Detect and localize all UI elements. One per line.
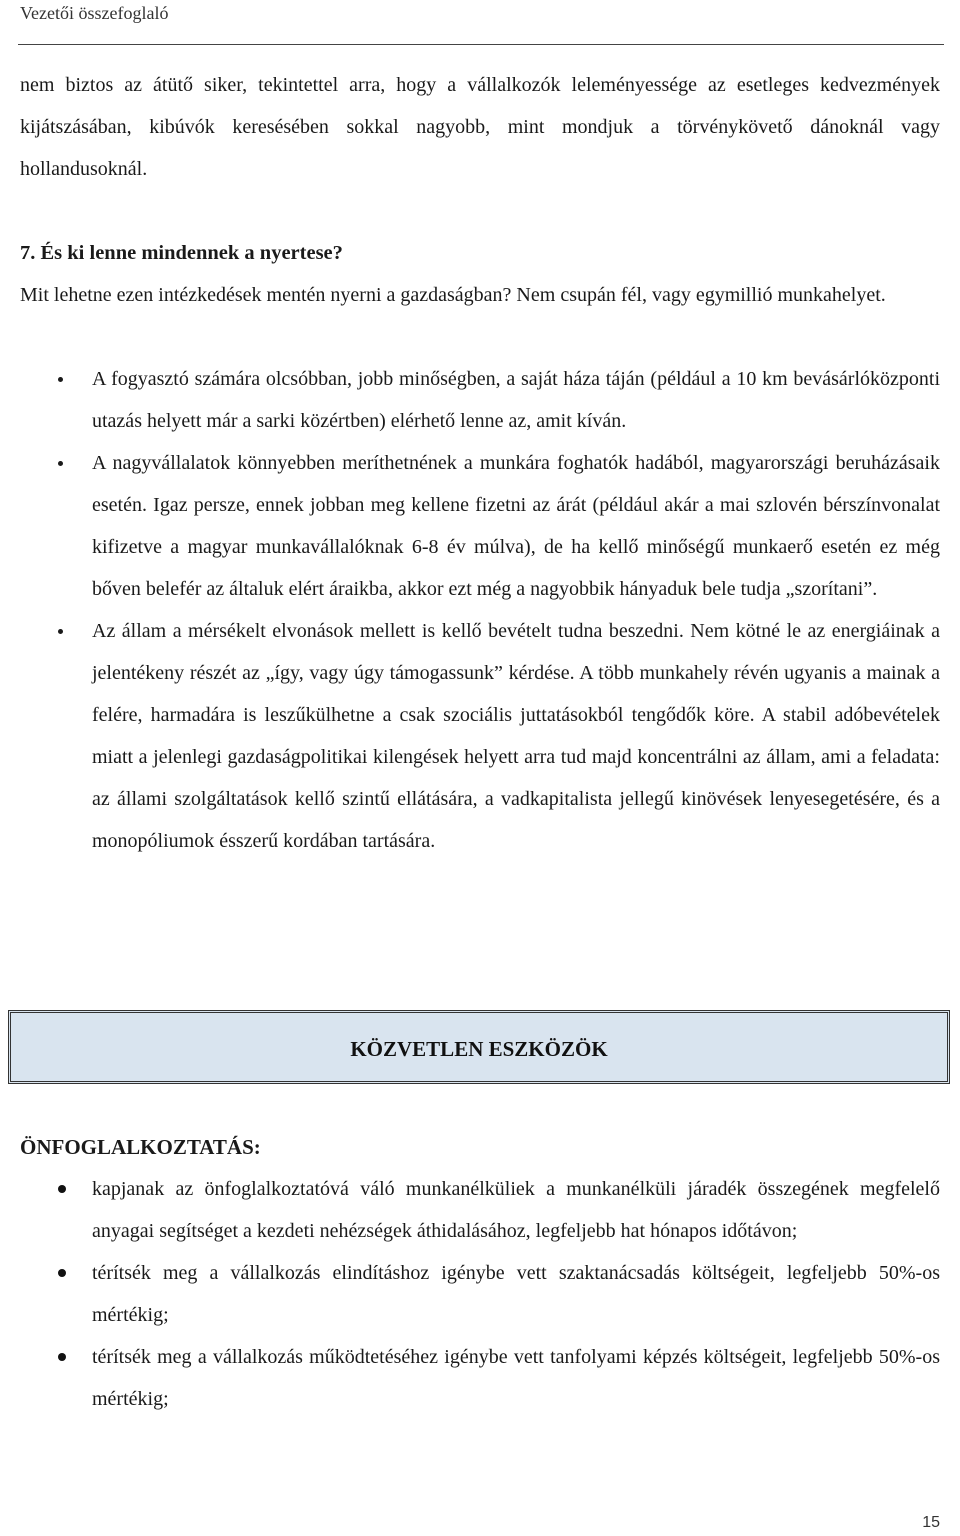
list-item-text: Az állam a mérsékelt elvonások mellett is kellő bevételt tudna beszedni. Nem kötné le az energiáinak a jelentékeny részét az „így, vagy úgy támogassunk” kérdése. A több munkahely révén ugyanis a mainak a felére, harmadára is leszűkülhetne a csak szociális juttatásokból tengődők köre. A stabil adóbevételek miatt a jelenlegi gazdaságpolitikai kilengések helyett arra tud majd koncentrálni az állam, ami a feladata: az állami szolgáltatások kellő szintű ellátására, a vadkapitalista jellegű kinövések lenyesegetésére, és a monopóliumok ésszerű kordában tartására. xyxy=(92,620,940,852)
bullet-icon xyxy=(58,1269,66,1277)
bullet-icon xyxy=(58,377,63,382)
list-item xyxy=(92,1168,940,1252)
bullet-icon xyxy=(58,1353,66,1361)
onfoglalkoztatas-bullet-list xyxy=(92,1168,940,1420)
list-item-text: kapjanak az önfoglalkoztatóvá váló munkanélküliek a munkanélküli járadék összegének megfelelő anyagai segítséget a kezdeti nehézségek áthidalásához, legfeljebb hat hónapos időtávon; xyxy=(92,1178,940,1242)
list-item xyxy=(92,442,940,610)
list-item xyxy=(92,610,940,862)
list-item xyxy=(92,1252,940,1336)
list-item-text: térítsék meg a vállalkozás működtetéséhez igénybe vett tanfolyami képzés költségeit, legfeljebb 50%-os mértékig; xyxy=(92,1346,940,1410)
bullet-icon xyxy=(58,461,63,466)
onfoglalkoztatas-heading: ÖNFOGLALKOZTATÁS: xyxy=(20,1135,261,1159)
list-item-text: A fogyasztó számára olcsóbban, jobb minőségben, a saját háza táján (például a 10 km bevásárlóközponti utazás helyett már a sarki közértben) elérhető lenne az, amit kíván. xyxy=(92,368,940,432)
section-7-heading: 7. És ki lenne mindennek a nyertese? xyxy=(20,242,343,264)
page-number: 15 xyxy=(922,1514,940,1531)
list-item xyxy=(92,358,940,442)
page-header xyxy=(18,0,944,45)
section-7-bullet-list xyxy=(92,358,940,862)
bullet-icon xyxy=(58,629,63,634)
banner-title: KÖZVETLEN ESZKÖZÖK xyxy=(350,1037,608,1061)
section-banner xyxy=(8,1010,950,1084)
intro-paragraph: nem biztos az átütő siker, tekintettel arra, hogy a vállalkozók leleményessége az esetleges kedvezmények kijátszásában, kibúvók keresésében sokkal nagyobb, mint mondjuk a törvénykövető dánoknál vagy hollandusoknál. xyxy=(20,74,940,180)
header-title: Vezetői összefoglaló xyxy=(20,3,169,23)
list-item xyxy=(92,1336,940,1420)
list-item-text: A nagyvállalatok könnyebben meríthetnének a munkára foghatók hadából, magyarországi beruházásaik esetén. Igaz persze, ennek jobban meg kellene fizetni az árát (például akár a mai szlovén bérszínvonalat kifizetve a magyar munkavállalóknak 6-8 év múlva), de ha kellő minőségű munkaerő esetén ez még bőven belefér az általuk elért áraikba, akkor ezt még a nagyobbik hányaduk bele tudja „szorítani”. xyxy=(92,452,940,600)
list-item-text: térítsék meg a vállalkozás elindításhoz igénybe vett szaktanácsadás költségeit, legfeljebb 50%-os mértékig; xyxy=(92,1262,940,1326)
bullet-icon xyxy=(58,1185,66,1193)
section-7-intro: Mit lehetne ezen intézkedések mentén nyerni a gazdaságban? Nem csupán fél, vagy egymillió munkahelyet. xyxy=(20,284,886,306)
